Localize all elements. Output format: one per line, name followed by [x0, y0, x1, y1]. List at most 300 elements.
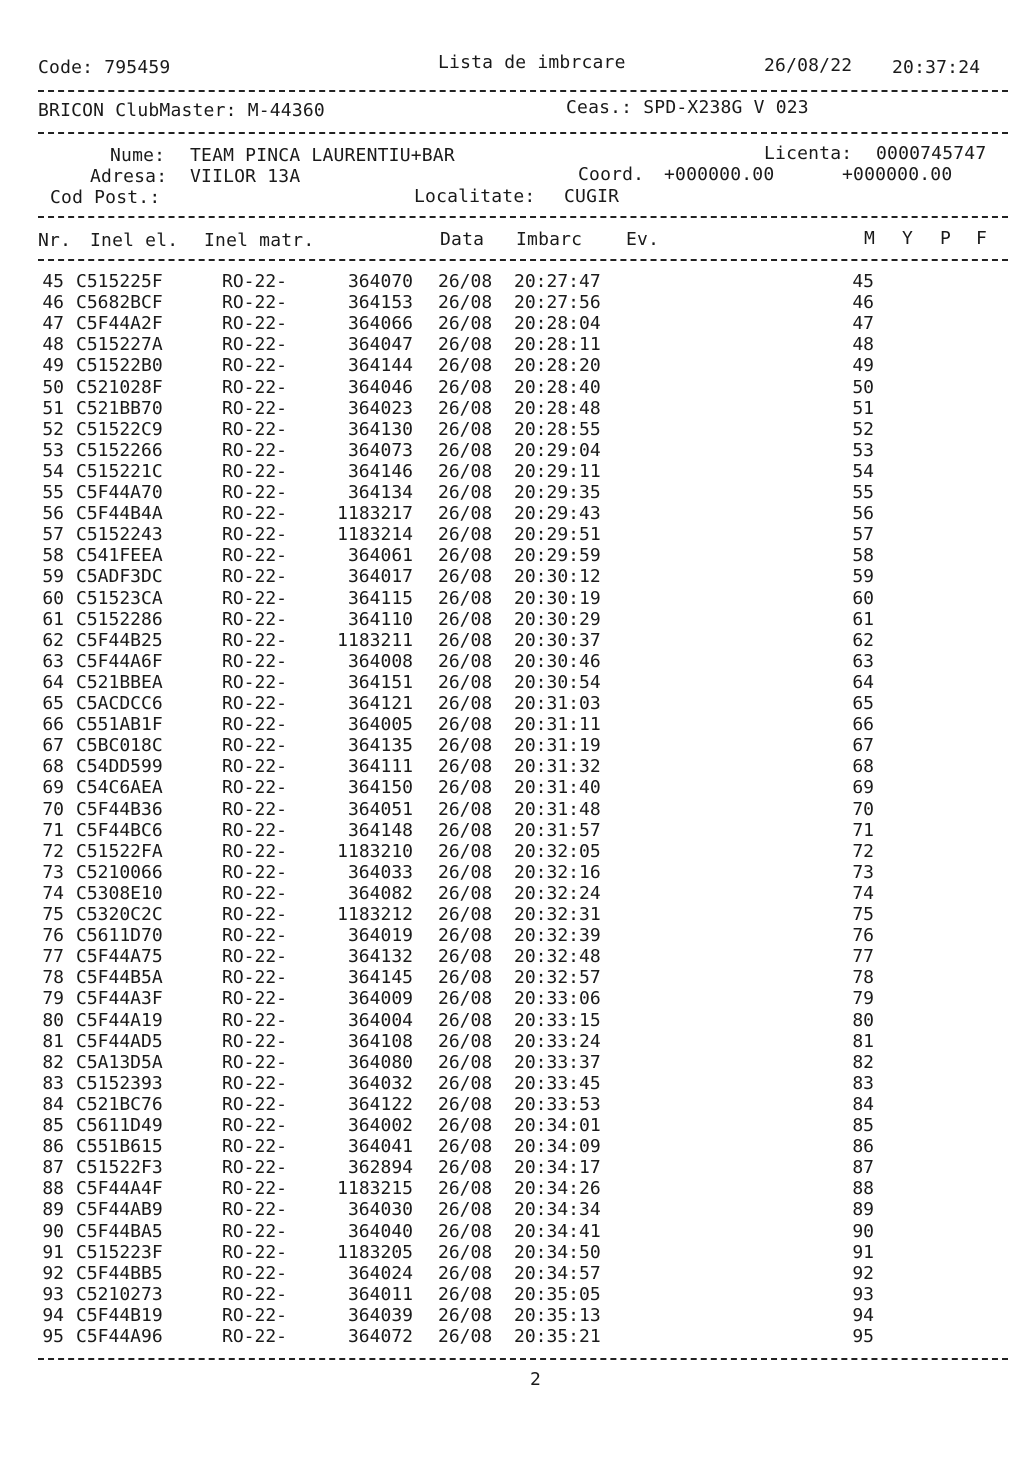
row-ring-prefix: RO-22- [222, 946, 288, 968]
row-ring-el: C5F44AB9 [76, 1199, 163, 1221]
row-ring-el: C51522C9 [76, 418, 163, 440]
row-time: 20:31:40 [514, 777, 601, 799]
row-ring-prefix: RO-22- [222, 482, 288, 503]
row-m: 64 [852, 671, 874, 693]
table-row [0, 504, 1024, 525]
row-time: 20:31:48 [514, 798, 601, 820]
row-ring-el: C515225F [76, 271, 163, 292]
row-ring-el: C551B615 [76, 1136, 163, 1158]
row-ring-matr: 364066 [347, 313, 413, 335]
row-time: 20:33:06 [514, 988, 601, 1010]
row-m: 66 [852, 714, 874, 736]
row-ring-matr: 364017 [347, 566, 413, 588]
row-m: 84 [852, 1093, 874, 1115]
row-ring-prefix: RO-22- [222, 925, 288, 947]
row-time: 20:32:39 [514, 925, 601, 947]
row-date: 26/08 [438, 1051, 493, 1073]
row-ring-matr: 364008 [347, 650, 413, 672]
row-time: 20:32:48 [514, 946, 601, 968]
page-number: 2 [530, 1369, 542, 1390]
row-ring-prefix: RO-22- [222, 714, 288, 736]
row-nr: 90 [42, 1220, 64, 1242]
row-ring-prefix: RO-22- [222, 1241, 288, 1263]
row-ring-prefix: RO-22- [222, 650, 288, 672]
row-time: 20:33:15 [514, 1009, 601, 1031]
header-time: 20:37:24 [892, 57, 981, 78]
col-nr: Nr. [38, 230, 72, 251]
row-nr: 92 [42, 1262, 64, 1284]
row-ring-matr: 364030 [347, 1199, 413, 1221]
row-ring-prefix: RO-22- [222, 292, 288, 314]
table-row [0, 462, 1024, 483]
divider [38, 259, 1008, 261]
row-m: 94 [852, 1304, 874, 1326]
row-date: 26/08 [438, 1304, 493, 1326]
row-ring-el: C5F44A75 [76, 946, 163, 968]
row-ring-el: C5F44A4F [76, 1178, 163, 1200]
table-row [0, 293, 1024, 314]
row-ring-matr: 364135 [347, 735, 413, 757]
row-ring-matr: 1183211 [337, 629, 413, 651]
row-m: 46 [852, 292, 874, 314]
table-row [0, 1200, 1024, 1221]
row-m: 77 [852, 946, 874, 968]
table-row [0, 926, 1024, 947]
row-time: 20:33:53 [514, 1093, 601, 1115]
row-ring-matr: 364073 [347, 439, 413, 461]
row-date: 26/08 [438, 566, 493, 588]
row-nr: 80 [42, 1009, 64, 1031]
row-ring-prefix: RO-22- [222, 566, 288, 588]
row-nr: 54 [42, 460, 64, 482]
row-m: 81 [852, 1030, 874, 1052]
row-nr: 76 [42, 925, 64, 947]
row-ring-matr: 364121 [347, 693, 413, 714]
row-ring-matr: 364082 [347, 882, 413, 904]
table-row [0, 778, 1024, 799]
row-time: 20:34:09 [514, 1136, 601, 1158]
divider [38, 216, 1008, 218]
row-ring-prefix: RO-22- [222, 460, 288, 482]
row-ring-matr: 364070 [347, 271, 413, 292]
row-m: 95 [852, 1326, 874, 1347]
row-date: 26/08 [438, 1072, 493, 1094]
row-nr: 66 [42, 714, 64, 736]
postcode-label: Cod Post.: [50, 187, 161, 208]
row-ring-matr: 364072 [347, 1326, 413, 1347]
row-ring-el: C521BC76 [76, 1093, 163, 1115]
row-m: 60 [852, 587, 874, 609]
row-date: 26/08 [438, 861, 493, 883]
row-m: 86 [852, 1136, 874, 1158]
row-m: 55 [852, 482, 874, 503]
row-nr: 75 [42, 904, 64, 925]
row-date: 26/08 [438, 1283, 493, 1305]
row-ring-prefix: RO-22- [222, 1009, 288, 1031]
row-ring-el: C5F44B19 [76, 1304, 163, 1326]
table-row [0, 1158, 1024, 1179]
row-ring-matr: 364002 [347, 1115, 413, 1136]
row-ring-el: C5611D49 [76, 1115, 163, 1136]
row-nr: 86 [42, 1136, 64, 1158]
row-ring-prefix: RO-22- [222, 524, 288, 546]
row-m: 93 [852, 1283, 874, 1305]
row-date: 26/08 [438, 693, 493, 714]
row-date: 26/08 [438, 439, 493, 461]
row-ring-matr: 364005 [347, 714, 413, 736]
row-date: 26/08 [438, 1009, 493, 1031]
row-time: 20:28:04 [514, 313, 601, 335]
table-row [0, 1285, 1024, 1306]
col-y: Y [902, 228, 914, 249]
row-m: 88 [852, 1178, 874, 1200]
row-time: 20:27:56 [514, 292, 601, 314]
row-date: 26/08 [438, 313, 493, 335]
row-time: 20:34:17 [514, 1157, 601, 1179]
row-ring-el: C5308E10 [76, 882, 163, 904]
row-nr: 68 [42, 756, 64, 778]
table-row [0, 842, 1024, 863]
row-date: 26/08 [438, 1157, 493, 1179]
row-ring-matr: 364153 [347, 292, 413, 314]
locality-label: Localitate: [414, 186, 536, 207]
row-ring-el: C5320C2C [76, 904, 163, 925]
row-time: 20:29:04 [514, 439, 601, 461]
row-ring-el: C5152243 [76, 524, 163, 546]
row-ring-prefix: RO-22- [222, 1283, 288, 1305]
row-m: 62 [852, 629, 874, 651]
row-ring-matr: 362894 [347, 1157, 413, 1179]
name-label: Nume: [110, 145, 166, 166]
table-row [0, 356, 1024, 377]
row-nr: 53 [42, 439, 64, 461]
row-date: 26/08 [438, 756, 493, 778]
row-ring-el: C51522B0 [76, 355, 163, 377]
row-time: 20:31:03 [514, 693, 601, 714]
row-ring-prefix: RO-22- [222, 1199, 288, 1221]
table-row [0, 378, 1024, 399]
row-ring-el: C5F44B5A [76, 967, 163, 989]
table-row [0, 546, 1024, 567]
row-ring-el: C5F44B4A [76, 503, 163, 525]
row-ring-el: C51522FA [76, 840, 163, 862]
row-ring-prefix: RO-22- [222, 1304, 288, 1326]
row-nr: 60 [42, 587, 64, 609]
row-nr: 83 [42, 1072, 64, 1094]
row-ring-matr: 364108 [347, 1030, 413, 1052]
row-m: 58 [852, 545, 874, 567]
row-time: 20:29:51 [514, 524, 601, 546]
col-f: F [976, 228, 988, 249]
row-time: 20:29:35 [514, 482, 601, 503]
row-ring-el: C551AB1F [76, 714, 163, 736]
row-ring-el: C5F44A19 [76, 1009, 163, 1031]
row-m: 61 [852, 608, 874, 630]
row-m: 51 [852, 397, 874, 419]
row-date: 26/08 [438, 503, 493, 525]
row-m: 67 [852, 735, 874, 757]
row-m: 83 [852, 1072, 874, 1094]
row-nr: 64 [42, 671, 64, 693]
row-date: 26/08 [438, 482, 493, 503]
row-ring-matr: 364041 [347, 1136, 413, 1158]
row-time: 20:30:19 [514, 587, 601, 609]
row-ring-matr: 364039 [347, 1304, 413, 1326]
row-ring-el: C5611D70 [76, 925, 163, 947]
row-m: 70 [852, 798, 874, 820]
row-ring-prefix: RO-22- [222, 397, 288, 419]
row-date: 26/08 [438, 1178, 493, 1200]
row-ring-el: C5F44A3F [76, 988, 163, 1010]
row-time: 20:33:45 [514, 1072, 601, 1094]
row-ring-prefix: RO-22- [222, 1115, 288, 1136]
row-ring-el: C5ADF3DC [76, 566, 163, 588]
table-row [0, 420, 1024, 441]
row-time: 20:34:57 [514, 1262, 601, 1284]
table-row [0, 1095, 1024, 1116]
row-nr: 61 [42, 608, 64, 630]
row-ring-matr: 364111 [347, 756, 413, 778]
col-p: P [940, 228, 952, 249]
row-ring-el: C5F44AD5 [76, 1030, 163, 1052]
row-ring-prefix: RO-22- [222, 777, 288, 799]
row-ring-prefix: RO-22- [222, 334, 288, 356]
row-date: 26/08 [438, 1326, 493, 1347]
table-row [0, 1327, 1024, 1348]
row-ring-prefix: RO-22- [222, 1326, 288, 1347]
row-time: 20:32:05 [514, 840, 601, 862]
table-row [0, 652, 1024, 673]
row-ring-prefix: RO-22- [222, 840, 288, 862]
row-nr: 52 [42, 418, 64, 440]
row-ring-prefix: RO-22- [222, 439, 288, 461]
row-m: 79 [852, 988, 874, 1010]
divider [38, 90, 1008, 92]
row-ring-el: C5F44A6F [76, 650, 163, 672]
row-m: 75 [852, 904, 874, 925]
row-ring-prefix: RO-22- [222, 1136, 288, 1158]
row-nr: 88 [42, 1178, 64, 1200]
row-time: 20:29:59 [514, 545, 601, 567]
row-ring-el: C521028F [76, 376, 163, 398]
row-ring-prefix: RO-22- [222, 904, 288, 925]
code-label: Code: 795459 [38, 57, 171, 78]
row-nr: 91 [42, 1241, 64, 1263]
row-ring-prefix: RO-22- [222, 988, 288, 1010]
row-m: 49 [852, 355, 874, 377]
col-m: M [864, 228, 876, 249]
row-date: 26/08 [438, 650, 493, 672]
row-ring-el: C5ACDCC6 [76, 693, 163, 714]
row-time: 20:27:47 [514, 271, 601, 292]
row-time: 20:31:57 [514, 819, 601, 841]
row-nr: 63 [42, 650, 64, 672]
row-nr: 87 [42, 1157, 64, 1179]
table-row [0, 863, 1024, 884]
row-m: 92 [852, 1262, 874, 1284]
row-nr: 45 [42, 271, 64, 292]
table-row [0, 1053, 1024, 1074]
table-row [0, 757, 1024, 778]
row-ring-matr: 364004 [347, 1009, 413, 1031]
table-row [0, 272, 1024, 293]
row-ring-matr: 364033 [347, 861, 413, 883]
row-date: 26/08 [438, 988, 493, 1010]
row-time: 20:30:29 [514, 608, 601, 630]
row-ring-matr: 364046 [347, 376, 413, 398]
row-time: 20:32:31 [514, 904, 601, 925]
header-date: 26/08/22 [764, 55, 853, 76]
row-ring-prefix: RO-22- [222, 313, 288, 335]
row-date: 26/08 [438, 397, 493, 419]
table-row [0, 631, 1024, 652]
row-ring-prefix: RO-22- [222, 587, 288, 609]
row-date: 26/08 [438, 967, 493, 989]
row-ring-prefix: RO-22- [222, 1030, 288, 1052]
row-ring-el: C5F44BB5 [76, 1262, 163, 1284]
row-ring-prefix: RO-22- [222, 608, 288, 630]
row-nr: 77 [42, 946, 64, 968]
row-ring-el: C521BB70 [76, 397, 163, 419]
row-date: 26/08 [438, 735, 493, 757]
row-ring-matr: 364130 [347, 418, 413, 440]
row-nr: 65 [42, 693, 64, 714]
row-time: 20:31:11 [514, 714, 601, 736]
row-nr: 81 [42, 1030, 64, 1052]
row-date: 26/08 [438, 271, 493, 292]
row-nr: 94 [42, 1304, 64, 1326]
row-date: 26/08 [438, 418, 493, 440]
row-ring-el: C5F44B25 [76, 629, 163, 651]
table-row [0, 399, 1024, 420]
row-nr: 51 [42, 397, 64, 419]
row-time: 20:32:57 [514, 967, 601, 989]
clock-info: Ceas.: SPD-X238G V 023 [566, 97, 809, 118]
row-time: 20:34:01 [514, 1115, 601, 1136]
row-m: 45 [852, 271, 874, 292]
table-row [0, 821, 1024, 842]
row-m: 57 [852, 524, 874, 546]
row-ring-matr: 364144 [347, 355, 413, 377]
row-m: 50 [852, 376, 874, 398]
row-date: 26/08 [438, 1241, 493, 1263]
address-value: VIILOR 13A [190, 166, 301, 187]
row-m: 87 [852, 1157, 874, 1179]
row-date: 26/08 [438, 1262, 493, 1284]
table-row [0, 800, 1024, 821]
row-date: 26/08 [438, 1199, 493, 1221]
row-m: 80 [852, 1009, 874, 1031]
row-date: 26/08 [438, 671, 493, 693]
row-ring-prefix: RO-22- [222, 1262, 288, 1284]
row-ring-el: C5A13D5A [76, 1051, 163, 1073]
col-basket: Imbarc [516, 229, 583, 250]
row-m: 91 [852, 1241, 874, 1263]
licence-number: 0000745747 [876, 143, 987, 164]
row-nr: 85 [42, 1115, 64, 1136]
row-ring-el: C521BBEA [76, 671, 163, 693]
row-ring-matr: 364110 [347, 608, 413, 630]
row-m: 56 [852, 503, 874, 525]
row-nr: 71 [42, 819, 64, 841]
row-nr: 50 [42, 376, 64, 398]
row-ring-prefix: RO-22- [222, 861, 288, 883]
row-m: 68 [852, 756, 874, 778]
row-ring-el: C5BC018C [76, 735, 163, 757]
row-date: 26/08 [438, 882, 493, 904]
row-ring-el: C54C6AEA [76, 777, 163, 799]
row-ring-matr: 364023 [347, 397, 413, 419]
table-row [0, 1264, 1024, 1285]
row-date: 26/08 [438, 1115, 493, 1136]
row-ring-el: C5F44BA5 [76, 1220, 163, 1242]
row-m: 65 [852, 693, 874, 714]
row-ring-matr: 1183217 [337, 503, 413, 525]
row-nr: 48 [42, 334, 64, 356]
row-ring-matr: 364051 [347, 798, 413, 820]
row-ring-prefix: RO-22- [222, 629, 288, 651]
table-row [0, 1032, 1024, 1053]
col-date: Data [440, 229, 485, 250]
row-m: 78 [852, 967, 874, 989]
row-date: 26/08 [438, 629, 493, 651]
row-nr: 93 [42, 1283, 64, 1305]
row-ring-prefix: RO-22- [222, 882, 288, 904]
table-row [0, 589, 1024, 610]
row-date: 26/08 [438, 334, 493, 356]
row-nr: 78 [42, 967, 64, 989]
row-ring-matr: 1183212 [337, 904, 413, 925]
table-row [0, 968, 1024, 989]
table-row [0, 1116, 1024, 1137]
row-m: 53 [852, 439, 874, 461]
row-m: 52 [852, 418, 874, 440]
row-date: 26/08 [438, 798, 493, 820]
row-time: 20:34:34 [514, 1199, 601, 1221]
row-ring-prefix: RO-22- [222, 503, 288, 525]
row-ring-prefix: RO-22- [222, 1220, 288, 1242]
row-ring-el: C51522F3 [76, 1157, 163, 1179]
row-ring-prefix: RO-22- [222, 376, 288, 398]
table-row [0, 567, 1024, 588]
table-row [0, 610, 1024, 631]
row-nr: 70 [42, 798, 64, 820]
row-ring-el: C5152266 [76, 439, 163, 461]
row-time: 20:29:43 [514, 503, 601, 525]
table-row [0, 1137, 1024, 1158]
row-ring-prefix: RO-22- [222, 735, 288, 757]
row-ring-matr: 364061 [347, 545, 413, 567]
row-nr: 56 [42, 503, 64, 525]
row-time: 20:33:37 [514, 1051, 601, 1073]
row-date: 26/08 [438, 376, 493, 398]
row-time: 20:34:50 [514, 1241, 601, 1263]
table-row [0, 989, 1024, 1010]
row-ring-prefix: RO-22- [222, 1051, 288, 1073]
row-ring-matr: 364011 [347, 1283, 413, 1305]
row-ring-matr: 364122 [347, 1093, 413, 1115]
table-row [0, 673, 1024, 694]
row-date: 26/08 [438, 460, 493, 482]
row-date: 26/08 [438, 1093, 493, 1115]
row-ring-prefix: RO-22- [222, 798, 288, 820]
row-m: 74 [852, 882, 874, 904]
table-row [0, 1179, 1024, 1200]
col-ring-matr: Inel matr. [204, 230, 315, 251]
row-ring-matr: 1183205 [337, 1241, 413, 1263]
row-nr: 72 [42, 840, 64, 862]
row-time: 20:30:37 [514, 629, 601, 651]
